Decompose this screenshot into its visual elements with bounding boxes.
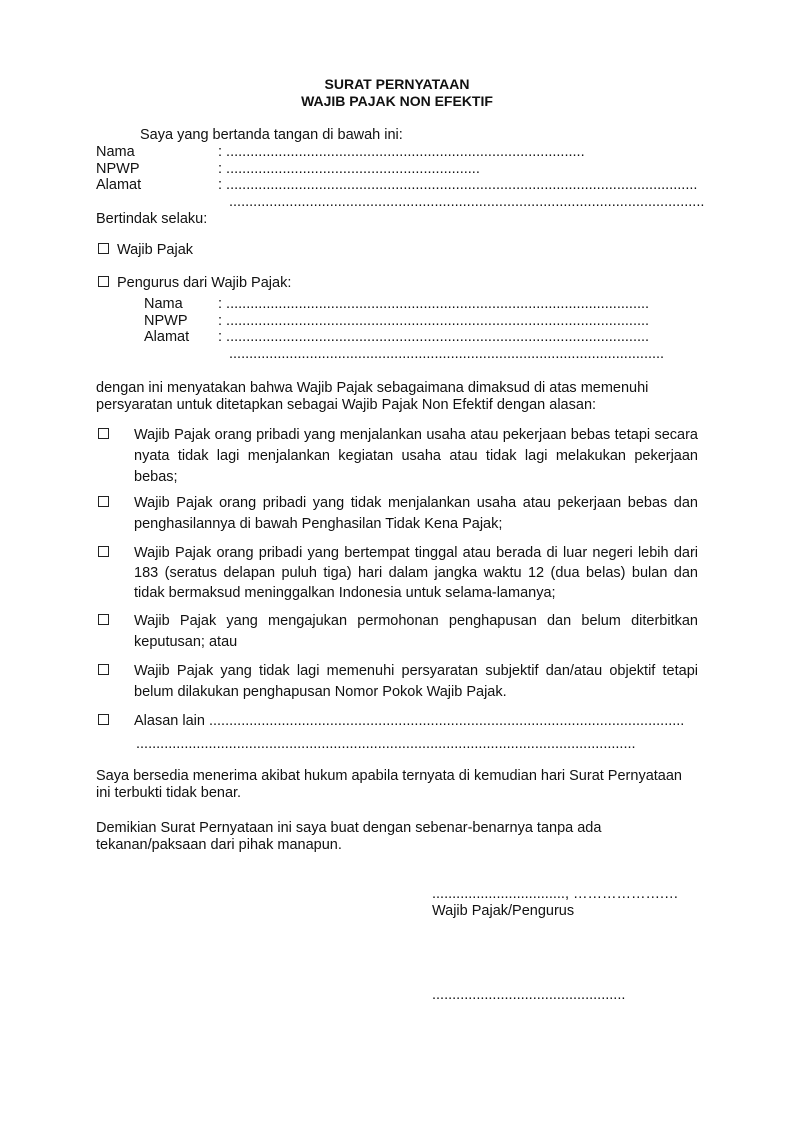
document-title-line2: WAJIB PAJAK NON EFEKTIF <box>301 93 493 109</box>
signer-label: Wajib Pajak/Pengurus <box>432 903 575 919</box>
checkbox-reason-4[interactable] <box>98 614 109 625</box>
checkbox-reason-5[interactable] <box>98 664 109 675</box>
bertindak-label: Bertindak selaku: <box>96 211 208 227</box>
checkbox-pengurus[interactable] <box>98 276 109 287</box>
pengurus-npwp-label: NPWP <box>144 313 188 329</box>
reason-3-text: Wajib Pajak orang pribadi yang bertempat tinggal atau berada di luar negeri lebih dari 183 (seratus delapan puluh tiga) hari dalam jangka waktu 12 (dua belas) bulan dan tidak bermaksud meninggalkan Indonesia untuk selama-lamanya; <box>134 545 698 601</box>
pengurus-nama-field[interactable]: : ......................................................................................................... <box>218 296 650 312</box>
checkbox-reason-2[interactable] <box>98 496 109 507</box>
signature-line[interactable]: ................................................ <box>432 987 626 1003</box>
alasan-lain-field[interactable]: Alasan lain ...................................................................................................................... <box>134 713 685 729</box>
closing-paragraph-2: Demikian Surat Pernyataan ini saya buat dengan sebenar-benarnya tanpa ada tekanan/paksaan dari pihak manapun. <box>96 820 602 853</box>
nama-field[interactable]: : ......................................................................................... <box>218 144 585 160</box>
intro-text: Saya yang bertanda tangan di bawah ini: <box>140 127 403 143</box>
npwp-label: NPWP <box>96 161 140 177</box>
reason-2-text: Wajib Pajak orang pribadi yang tidak menjalankan usaha atau pekerjaan bebas dan penghasilannya di bawah Penghasilan Tidak Kena Pajak; <box>134 495 698 532</box>
reason-4-text: Wajib Pajak yang mengajukan permohonan penghapusan dan belum diterbitkan keputusan; atau <box>134 613 698 650</box>
nama-label: Nama <box>96 144 135 160</box>
pengurus-nama-label: Nama <box>144 296 183 312</box>
pengurus-alamat-label: Alamat <box>144 329 190 345</box>
alasan-lain-field-line2[interactable]: ............................................................................................................................ <box>136 736 636 752</box>
closing-paragraph-1: Saya bersedia menerima akibat hukum apabila ternyata di kemudian hari Surat Pernyataan ini terbukti tidak benar. <box>96 768 682 801</box>
pengurus-alamat-field-line2[interactable]: ............................................................................................................ <box>229 346 665 362</box>
checkbox-reason-3[interactable] <box>98 546 109 557</box>
checkbox-reason-1[interactable] <box>98 428 109 439</box>
checkbox-reason-other[interactable] <box>98 714 109 725</box>
npwp-field[interactable]: : ............................................................... <box>218 161 480 177</box>
pengurus-alamat-field[interactable]: : ......................................................................................................... <box>218 329 650 345</box>
pengurus-npwp-field[interactable]: : ......................................................................................................... <box>218 313 650 329</box>
document-title-line1: SURAT PERNYATAAN <box>324 76 470 92</box>
alamat-label: Alamat <box>96 177 142 193</box>
option-pengurus-label: Pengurus dari Wajib Pajak: <box>117 275 292 291</box>
place-date-field[interactable]: ................................., ……………….… <box>432 886 679 902</box>
reason-5-text: Wajib Pajak yang tidak lagi memenuhi persyaratan subjektif dan/atau objektif tetapi belum dilakukan penghapusan Nomor Pokok Wajib Pajak. <box>134 663 698 700</box>
alamat-field-line2[interactable]: ...................................................................................................................... <box>229 194 705 210</box>
statement-text: dengan ini menyatakan bahwa Wajib Pajak sebagaimana dimaksud di atas memenuhi persyaratan untuk ditetapkan sebagai Wajib Pajak Non Efektif dengan alasan: <box>96 380 649 413</box>
alamat-field[interactable]: : ..................................................................................................................... <box>218 177 698 193</box>
reason-1-text: Wajib Pajak orang pribadi yang menjalankan usaha atau pekerjaan bebas tetapi secara nyata tidak lagi menjalankan kegiatan usaha atau tidak lagi melakukan pekerjaan bebas; <box>134 427 698 485</box>
option-wajib-pajak-label: Wajib Pajak <box>117 242 194 258</box>
checkbox-wajib-pajak[interactable] <box>98 243 109 254</box>
